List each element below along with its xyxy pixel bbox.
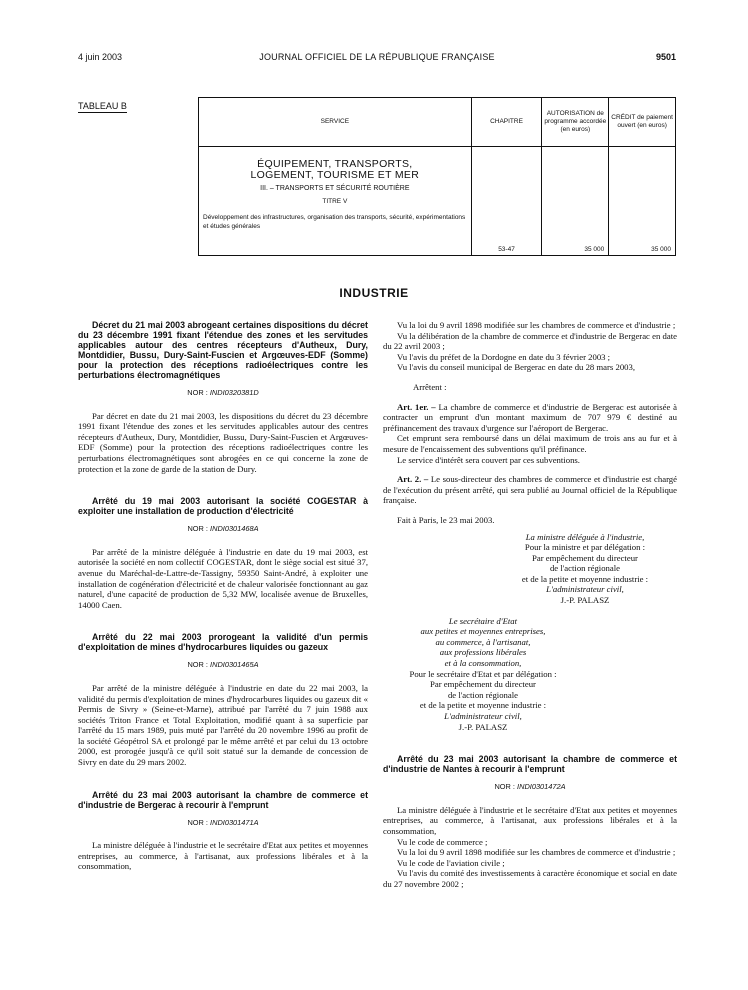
arrete-body-sivry: Par arrêté de la ministre déléguée à l'industrie en date du 22 mai 2003, la validité du permis d'exploitation de mines d'hydrocarbures liquides ou gazeux dit « Permis de Sivry » (Seine-et-Marne), attribué par l'arrêté du 7 juin 1988 aux sociétés Triton France et Total Exploitation, modifié quant à sa superficie par l'arrêté du 15 mars 1989, puis muté par l'arrêté du 20 novembre 1996 au profit de la société Géopétrol SA et prolongé par le même arrêté et par celui du 13 octobre 2000, est prorogée jusqu'à ce qu'il soit statué sur la demande de concession de Sivry en date du 29 mars 2002. — [78, 682, 368, 768]
signature-name: J.-P. PALASZ — [458, 721, 508, 732]
article-1-paragraph: Le service d'intérêt sera couvert par ces subventions. — [397, 454, 580, 465]
signature-block-2 — [383, 616, 583, 733]
titre: TITRE V — [322, 198, 348, 205]
signature-line: et de la petite et moyenne industrie : — [521, 573, 649, 584]
decree-body: Par décret en date du 21 mai 2003, les dispositions du décret du 23 décembre 1991 fixant l'étendue des zones et les servitudes applicables autour des centres récepteurs d'Autheux, Dury, Montdidier, Bussu, Dury-Saint-Fuscien et Argœuves-EDF (Somme) pour la protection des réceptions radioélectriques contre les perturbations électromagnétiques sont abrogées en ce qui concerne la zone de protection et la zone de garde de la station de Dury. — [78, 410, 368, 474]
article-1 — [383, 402, 677, 434]
signature-line: Pour la ministre et par délégation : — [524, 542, 646, 553]
article-1-paragraph: Cet emprunt sera remboursé dans un délai maximum de trois ans au fur et à mesure de l'encaissement des subventions qu'il préfinance. — [383, 433, 677, 454]
section-title: INDUSTRIE — [339, 286, 409, 300]
signature-line: de l'action régionale — [549, 563, 621, 574]
arrete-title-nantes: Arrêté du 23 mai 2003 autorisant la chambre de commerce et d'industrie de Nantes à recourir à l'emprunt — [383, 754, 677, 775]
signature-line: Pour le secrétaire d'Etat et par délégation : — [409, 668, 557, 679]
signature-line: et à la consommation, — [444, 658, 522, 669]
arrete-body-cogestar: Par arrêté de la ministre déléguée à l'industrie en date du 19 mai 2003, est autorisée la société en nom collectif COGESTAR, dont le siège social est situé 37, avenue du Maréchal-de-Lattre-de-Tassigny, 59350 Saint-André, à exploiter une installation de cogénération d'électricité et de chaleur valorisée fonctionnant au gaz naturel, d'une capacité de production de 5,32 MW, localisée avenue de Bruxelles, 14000 Caen. — [78, 546, 368, 610]
header-autorisation: AUTORISATION de programme accordée (en euros) — [542, 98, 609, 147]
nor-code: INDI0301471A — [210, 817, 259, 827]
arrete-title-cogestar: Arrêté du 19 mai 2003 autorisant la société COGESTAR à exploiter une installation de production d'électricité — [78, 496, 368, 517]
visa: Vu l'avis du conseil municipal de Bergerac en date du 28 mars 2003, — [397, 362, 636, 373]
nor-label: NOR : — [187, 817, 208, 827]
nor-code: INDI0301468A — [210, 524, 259, 534]
header-date: 4 juin 2003 — [78, 52, 123, 62]
nor-label: NOR : — [187, 388, 208, 397]
visa: Vu le code de l'aviation civile ; — [397, 857, 505, 868]
nor-code: INDI0301465A — [210, 660, 259, 670]
header-service: SERVICE — [199, 98, 472, 147]
nor-code: INDI0320381D — [209, 388, 259, 397]
signature-line: aux professions libérales — [439, 647, 527, 658]
ministry-line-1: ÉQUIPEMENT, TRANSPORTS, — [257, 158, 413, 170]
signature-line: de l'action régionale — [447, 689, 519, 700]
tableau-b — [198, 97, 676, 256]
signature-name: J.-P. PALASZ — [560, 595, 610, 606]
arrete-title-sivry: Arrêté du 22 mai 2003 prorogeant la validité d'un permis d'exploitation de mines d'hydrocarbures liquides ou gazeux — [78, 632, 368, 653]
nor-code: INDI0301472A — [517, 782, 566, 792]
nor-reference — [78, 524, 368, 535]
table-header-row — [199, 98, 676, 147]
right-column — [383, 320, 677, 890]
nor-label: NOR : — [494, 782, 515, 792]
header-credit: CRÉDIT de paiement ouvert (en euros) — [609, 98, 676, 147]
signature-block-1 — [493, 532, 677, 606]
article-2-text: Le sous-directeur des chambres de commerce et d'industrie est chargé de l'exécution du présent arrêté, qui sera publié au Journal officiel de la République française. — [383, 474, 678, 506]
visa: Vu l'avis du comité des investissements à caractère économique et social en date du 27 novembre 2002 ; — [383, 868, 677, 889]
table-row — [199, 147, 676, 256]
credit-value: 35 000 — [609, 147, 676, 256]
signature-line: L'administrateur civil, — [546, 584, 624, 595]
ministry-line-2: LOGEMENT, TOURISME ET MER — [250, 169, 420, 181]
article-1-text: La chambre de commerce et d'industrie de Bergerac est autorisée à contracter un emprunt d'un montant maximum de 707 979 € destiné au préfinancement des travaux d'urgence sur l'aéroport de Bergerac. — [383, 401, 677, 433]
visa: Vu la loi du 9 avril 1898 modifiée sur les chambres de commerce et d'industrie ; — [397, 320, 676, 330]
arretent: Arrêtent : — [413, 381, 447, 392]
left-column — [78, 320, 368, 872]
page-header — [78, 52, 676, 66]
autorisation-value: 35 000 — [542, 147, 609, 256]
visa: Vu la loi du 9 avril 1898 modifiée sur les chambres de commerce et d'industrie ; — [397, 847, 676, 858]
chapitre-value: 53-47 — [471, 147, 542, 256]
signature-line: L'administrateur civil, — [444, 711, 522, 721]
article-2-label: Art. 2. – — [397, 474, 429, 485]
nor-label: NOR : — [187, 524, 208, 534]
visa: Vu le code de commerce ; — [397, 836, 488, 847]
signature-line: aux petites et moyennes entreprises, — [420, 626, 546, 637]
signature-line: Par empêchement du directeur — [532, 552, 638, 563]
visa: Vu l'avis du préfet de la Dordogne en date du 3 février 2003 ; — [397, 351, 611, 362]
signature-line: Le secrétaire d'Etat — [448, 615, 518, 626]
signature-line: au commerce, à l'artisanat, — [435, 636, 531, 647]
service-cell — [199, 147, 472, 256]
subsection: III. – TRANSPORTS ET SÉCURITÉ ROUTIÈRE — [260, 185, 410, 192]
signature-line: et de la petite et moyenne industrie : — [419, 700, 547, 711]
tableau-label: TABLEAU B — [78, 101, 127, 111]
journal-title: JOURNAL OFFICIEL DE LA RÉPUBLIQUE FRANÇAISE — [259, 52, 495, 62]
nor-label: NOR : — [187, 660, 208, 670]
signature-line: La ministre déléguée à l'industrie, — [525, 531, 645, 542]
article-1-label: Art. 1er. – — [397, 401, 436, 412]
nor-reference — [383, 782, 677, 793]
page-number: 9501 — [655, 52, 676, 62]
arrete-body-nantes: La ministre déléguée à l'industrie et le secrétaire d'Etat aux petites et moyennes entreprises, au commerce, à l'artisanat, aux professions libérales et à la consommation, — [383, 804, 677, 836]
nor-reference — [78, 660, 368, 671]
visa: Vu la délibération de la chambre de commerce et d'industrie de Bergerac en date du 22 avril 2003 ; — [383, 330, 677, 352]
signature-line: Par empêchement du directeur — [430, 679, 536, 690]
chapter-description: Développement des infrastructures, organisation des transports, sécurité, expérimentations et études générales — [203, 214, 466, 230]
nor-reference — [78, 388, 368, 399]
decree-title: Décret du 21 mai 2003 abrogeant certaines dispositions du décret du 23 décembre 1991 fixant l'étendue des zones et les servitudes applicables autour des centres récepteurs d'Autheux, Dury, Montdidier, Bussu, Dury-Saint-Fuscien et Argœuves-EDF (Somme) pour la protection des réceptions radioélectriques contre les perturbations électromagnétiques — [78, 320, 368, 380]
arrete-title-bergerac: Arrêté du 23 mai 2003 autorisant la chambre de commerce et d'industrie de Bergerac à recourir à l'emprunt — [78, 789, 368, 810]
article-2 — [383, 474, 677, 506]
fait-a-paris: Fait à Paris, le 23 mai 2003. — [397, 514, 495, 525]
arrete-body-bergerac: La ministre déléguée à l'industrie et le secrétaire d'Etat aux petites et moyennes entreprises, au commerce, à l'artisanat, aux professions libérales et à la consommation, — [78, 840, 368, 872]
header-chapitre: CHAPITRE — [471, 98, 542, 147]
nor-reference — [78, 818, 368, 829]
